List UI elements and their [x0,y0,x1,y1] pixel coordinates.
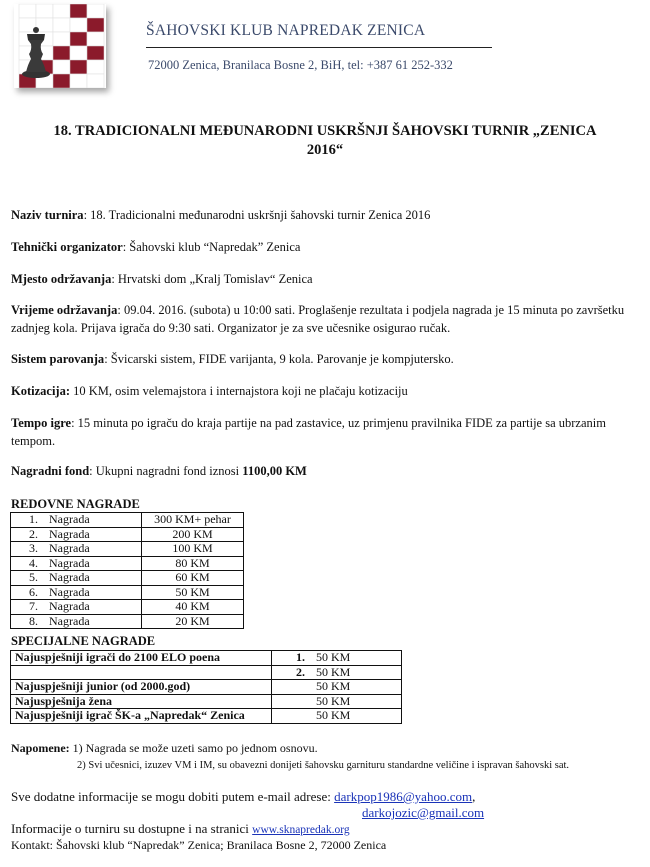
field-text: : Šahovski klub “Napredak” Zenica [122,240,301,254]
comma: , [472,789,476,804]
regular-prizes-heading: REDOVNE NAGRADE [11,497,140,511]
prize-name-cell [11,542,142,557]
prize-name: Nagrada [49,613,90,628]
email-line [11,789,475,805]
field-label: Tempo igre [11,416,72,430]
email-text: Sve dodatne informacije se mogu dobiti putem e-mail adrese: [11,789,335,804]
prize-value: 40 KM [142,600,244,615]
prize-value: 60 KM [142,571,244,586]
notes-label: Napomene: [11,741,70,755]
club-address: 72000 Zenica, Branilaca Bosne 2, BiH, tel: +387 61 252-332 [148,58,453,72]
prize-value: 50 KM [142,585,244,600]
table-row [11,651,402,666]
field-label: Tehnički organizator [11,240,123,254]
special-prizes-heading: SPECIJALNE NAGRADE [11,634,156,648]
special-prize-value-cell [272,665,402,680]
notes [11,741,318,756]
table-row [11,527,244,542]
field-text: : 09.04. 2016. (subota) u 10:00 sati. Proglašenje rezultata i podjela nagrada je 15 minuta po završetku zadnjeg kola. Prijava igrača do 9:30 sati. Organizator je za sve učesnike osigurao ručak. [11,303,625,335]
table-row [11,600,244,615]
prize-value: 50 KM [316,650,351,665]
special-prize-value-cell [272,694,402,709]
field-label: Naziv turnira [11,208,84,222]
field-label: Kotizacija: [11,384,71,398]
prize-name-cell [11,556,142,571]
prize-value: 50 KM [316,693,351,708]
header-divider [146,47,492,48]
prize-name-cell [11,513,142,528]
prize-value: 50 KM [316,664,351,679]
field-label: Mjesto održavanja [11,272,112,286]
prize-fund [11,462,636,480]
special-prize-value-cell [272,709,402,724]
fund-amount: 1100,00 KM [242,464,307,478]
prize-value: 50 KM [316,708,351,723]
page-title [0,122,650,160]
prize-value: 80 KM [142,556,244,571]
contact-line: Kontakt: Šahovski klub “Napredak” Zenica; Branilaca Bosne 2, 72000 Zenica [11,838,387,852]
special-prize-name: Najuspješnija žena [11,694,272,709]
title-line: 2016“ [306,142,344,158]
prize-num: 7. [29,599,38,614]
prize-name: Nagrada [49,584,90,599]
prize-num: 3. [29,541,38,556]
prize-value: 100 KM [142,542,244,557]
field-text: 10 KM, osim velemajstora i internajstora koji ne plačaju kotizaciju [70,384,408,398]
prize-num: 2. [29,526,38,541]
field-text: : Ukupni nagradni fond iznosi [89,464,243,478]
special-prizes-table [10,650,402,724]
web-line [11,821,350,837]
prize-num: 1. [29,512,38,527]
title-line: 18. TRADICIONALNI MEĐUNARODNI USKRŠNJI ŠAHOVSKI TURNIR „ZENICA [53,123,597,139]
field-text: : Hrvatski dom „Kralj Tomislav“ Zenica [111,272,313,286]
field-6 [11,414,636,450]
special-prize-name: Najuspješniji igrač ŠK-a „Napredak“ Zenica [11,709,272,724]
web-text: Informacije o turniru su dostupne i na stranici [11,821,253,836]
prize-value: 20 KM [142,614,244,629]
field-label: Nagradni fond [11,464,90,478]
prize-name: Nagrada [49,599,90,614]
field-4 [11,350,636,368]
special-prize-name: Najuspješniji junior (od 2000.god) [11,680,272,695]
club-logo [14,4,106,88]
prize-name: Nagrada [49,541,90,556]
field-label: Vrijeme održavanja [11,303,118,317]
prize-num: 8. [29,613,38,628]
prize-name-cell [11,600,142,615]
prize-num: 5. [29,570,38,585]
prize-value: 50 KM [316,679,351,694]
table-row [11,709,402,724]
prize-name-cell [11,614,142,629]
email-link-1[interactable]: darkpop1986@yahoo.com [334,789,473,804]
prize-value: 200 KM [142,527,244,542]
prize-name: Nagrada [49,555,90,570]
prize-num: 4. [29,555,38,570]
table-row [11,556,244,571]
field-0 [11,206,636,224]
special-prize-name: Najuspješniji igrači do 2100 ELO poena [11,651,272,666]
table-row [11,665,402,680]
regular-prizes-table [10,512,244,629]
special-prize-value-cell [272,680,402,695]
table-row [11,694,402,709]
table-row [11,614,244,629]
prize-num: 6. [29,584,38,599]
prize-name-cell [11,585,142,600]
table-row [11,585,244,600]
field-label: Sistem parovanja [11,352,105,366]
field-3 [11,301,636,337]
website-link[interactable]: www.sknapredak.org [252,824,350,836]
table-row [11,680,402,695]
prize-num: 1. [296,650,305,665]
prize-value: 300 KM+ pehar [142,513,244,528]
prize-name-cell [11,571,142,586]
email-link-2[interactable]: darkojozic@gmail.com [362,805,485,820]
field-1 [11,238,636,256]
prize-name: Nagrada [49,570,90,585]
field-text: : 15 minuta po igraču do kraja partije na pad zastavice, uz primjenu pravilnika FIDE za partije sa ubrzanim tempom. [11,416,606,448]
note-1: 1) Nagrada se može uzeti samo po jednom osnovu. [69,741,318,755]
prize-name: Nagrada [49,512,90,527]
prize-name: Nagrada [49,526,90,541]
table-row [11,571,244,586]
table-row [11,542,244,557]
special-prize-name [11,665,272,680]
club-name: ŠAHOVSKI KLUB NAPREDAK ZENICA [146,22,426,39]
field-5 [11,382,636,400]
prize-num: 2. [296,664,305,679]
special-prize-value-cell [272,651,402,666]
prize-name-cell [11,527,142,542]
note-2: 2) Svi učesnici, izuzev VM i IM, su obavezni donijeti šahovsku garnituru standardne veličine i ispravan šahovski sat. [77,760,570,771]
field-text: : 18. Tradicionalni međunarodni uskršnji šahovski turnir Zenica 2016 [83,208,431,222]
table-row [11,513,244,528]
field-text: : Švicarski sistem, FIDE varijanta, 9 kola. Parovanje je kompjutersko. [104,352,454,366]
field-2 [11,270,636,288]
